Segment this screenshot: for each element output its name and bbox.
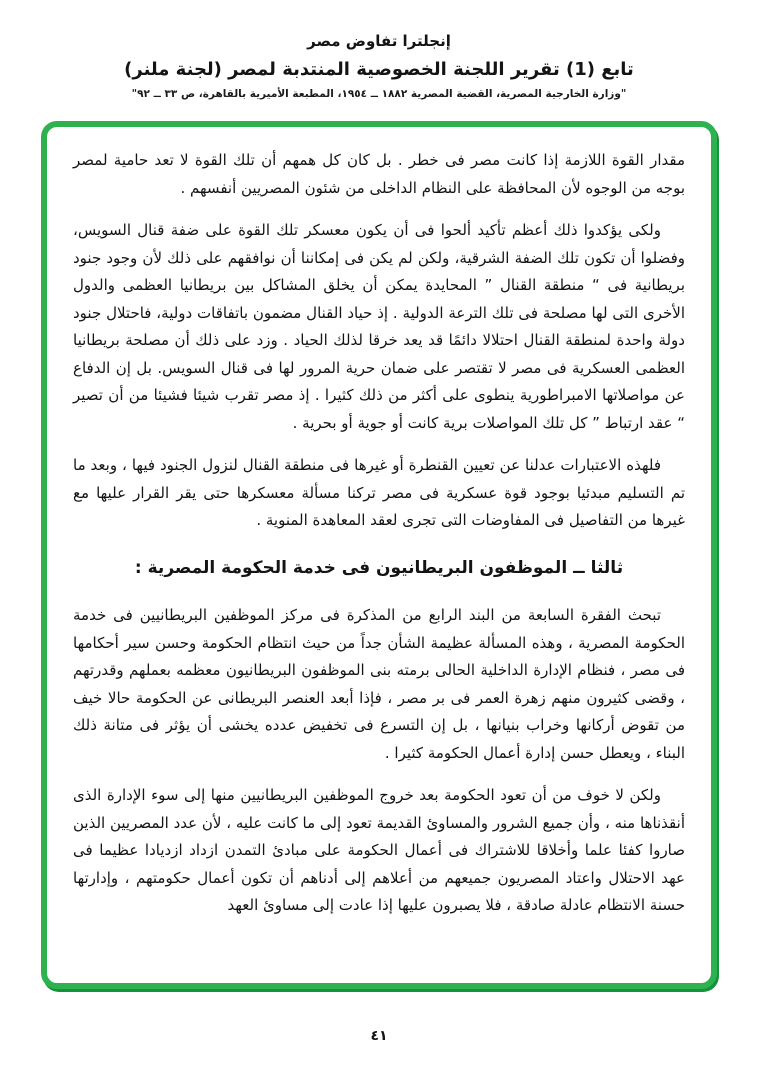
page-header [0,0,758,100]
body-paragraph: ولكى يؤكدوا ذلك أعظم تأكيد ألحوا فى أن يكون معسكر تلك القوة على ضفة قنال السويس، وفضلوا أن تكون تلك الضفة الشرقية، ولكن لم يكن فى إمكاننا أن نوافقهم على ذلك لأن وجود جنود بريطانية فى “ منطقة القنال ” المحايدة يمكن أن يخلق المشاكل بين بريطانيا العظمى والدول الأخرى التى لها مصلحة فى تلك الترعة الدولية . إذ حياد القنال مضمون باتفاقات دولية، فاحتلال جنود دولة واحدة لمنطقة القنال احتلالا دائمًا قد يعد خرقا لذلك الحياد . وزد على ذلك أن مصلحة بريطانيا العظمى العسكرية فى مصر لا تقتصر على ضمان حرية المرور لها فى قنال السويس. بل إن الدفاع عن مواصلاتها الامبراطورية ينطوى على أكثر من ذلك كثيرا . إذ مصر تقرب شيئا فشيئا من أن تصير “ عقد ارتباط ” كل تلك المواصلات برية كانت أو جوية أو بحرية . [73,221,685,432]
source-citation: "وزارة الخارجية المصرية، القضية المصرية ١٨٨٢ ــ ١٩٥٤، المطبعة الأميرية بالقاهرة، ص ٣٣ ــ ٩٢" [131,88,627,100]
body-paragraph: مقدار القوة اللازمة إذا كانت مصر فى خطر . بل كان كل همهم أن تلك القوة لا تعد حامية لمصر بوجه من الوجوه لأن المحافظة على النظام الداخلى من شئون المصريين أنفسهم . [73,151,685,197]
body-paragraph: ولكن لا خوف من أن تعود الحكومة بعد خروج الموظفين البريطانيين منها إلى سوء الإدارة الذى أنقذناها منه ، وأن جميع الشرور والمساوئ القديمة تعود إلى ما كانت عليه ، لأن عدد المصريين الذين صاروا كفئا علما وأخلاقا للاشتراك فى أعمال الحكومة على مبادئ التمدن ازداد ازديادا عظيما فى عهد الاحتلال واعتاد المصريون جميعهم من أعلاهم إلى أدناهم أن تكون أعمال حكومتهم ، وإدارتها حسنة الانتظام عادلة صادقة ، فلا يصبرون عليها إذا عادت إلى مساوئ العهد [73,786,685,914]
section-heading: ثالثا ــ الموظفون البريطانيون فى خدمة الحكومة المصرية : [134,557,624,578]
page-number: ٤١ [370,1028,388,1044]
body-paragraph: تبحث الفقرة السابعة من البند الرابع من المذكرة فى مركز الموظفين البريطانيين فى خدمة الحكومة المصرية ، وهذه المسألة عظيمة الشأن جداً من حيث انتظام الحكومة وحسن سير أحكامها فى مصر ، فنظام الإدارة الداخلية الحالى برمته بنى الموظفون البريطانيون معظمه بعملهم وقدرتهم ، وقضى كثيرون منهم زهرة العمر فى بر مصر ، فإذا أبعد العنصر البريطانى عن الحكومة حالا خيف من تقوض أركانها وخراب بنيانها ، بل إن التسرع فى تخفيض عدده يخشى أن يؤثر فى متانة ذلك البناء ، ويعطل حسن إدارة أعمال الحكومة كثيرا . [73,606,685,762]
document-title: إنجلترا تفاوض مصر [307,32,451,50]
document-subtitle: تابع (1) تقرير اللجنة الخصوصية المنتدبة لمصر (لجنة ملنر) [124,59,634,80]
green-border-box [41,121,717,989]
body-paragraph: فلهذه الاعتبارات عدلنا عن تعيين القنطرة أو غيرها فى منطقة القنال لنزول الجنود فيها ، وبعد ما تم التسليم مبدئيا بوجود قوة عسكرية فى مصر تركنا مسألة معسكرها حتى يقر القرار عليها مع غيرها من التفاصيل فى المفاوضات التى تجرى لعقد المعاهدة المنوية . [73,456,685,529]
